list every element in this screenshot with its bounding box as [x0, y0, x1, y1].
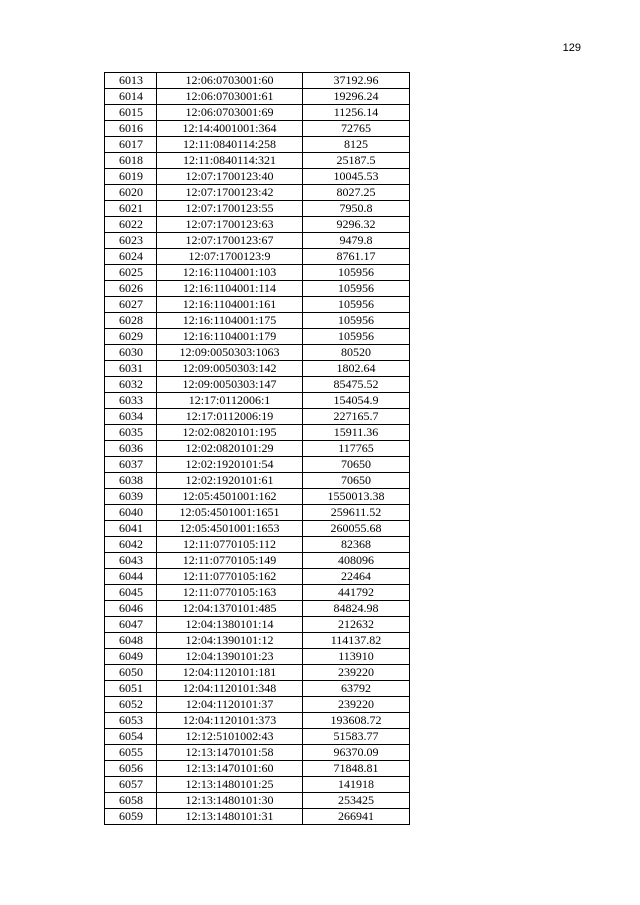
amount-cell: 82368: [303, 537, 410, 553]
cadastral-code-cell: 12:16:1104001:175: [157, 313, 303, 329]
cadastral-code-cell: 12:07:1700123:67: [157, 233, 303, 249]
row-number-cell: 6051: [105, 681, 157, 697]
table-row: [105, 249, 410, 265]
row-number-cell: 6016: [105, 121, 157, 137]
amount-cell: 253425: [303, 793, 410, 809]
amount-cell: 105956: [303, 297, 410, 313]
cadastral-code-cell: 12:13:1480101:31: [157, 809, 303, 825]
amount-cell: 11256.14: [303, 105, 410, 121]
cadastral-code-cell: 12:07:1700123:42: [157, 185, 303, 201]
row-number-cell: 6041: [105, 521, 157, 537]
row-number-cell: 6054: [105, 729, 157, 745]
cadastral-code-cell: 12:06:0703001:69: [157, 105, 303, 121]
row-number-cell: 6019: [105, 169, 157, 185]
table-row: [105, 681, 410, 697]
table-row: [105, 153, 410, 169]
amount-cell: 80520: [303, 345, 410, 361]
cadastral-code-cell: 12:13:1470101:58: [157, 745, 303, 761]
cadastral-code-cell: 12:04:1380101:14: [157, 617, 303, 633]
cadastral-code-cell: 12:13:1480101:30: [157, 793, 303, 809]
cadastral-code-cell: 12:05:4501001:162: [157, 489, 303, 505]
amount-cell: 105956: [303, 313, 410, 329]
amount-cell: 85475.52: [303, 377, 410, 393]
row-number-cell: 6043: [105, 553, 157, 569]
cadastral-code-cell: 12:09:0050303:147: [157, 377, 303, 393]
row-number-cell: 6024: [105, 249, 157, 265]
table-row: [105, 329, 410, 345]
cadastral-code-cell: 12:09:0050303:142: [157, 361, 303, 377]
amount-cell: 113910: [303, 649, 410, 665]
table-row: [105, 233, 410, 249]
row-number-cell: 6013: [105, 73, 157, 89]
row-number-cell: 6036: [105, 441, 157, 457]
table-row: [105, 489, 410, 505]
amount-cell: 70650: [303, 473, 410, 489]
cadastral-code-cell: 12:04:1120101:373: [157, 713, 303, 729]
row-number-cell: 6044: [105, 569, 157, 585]
row-number-cell: 6048: [105, 633, 157, 649]
amount-cell: 25187.5: [303, 153, 410, 169]
cadastral-code-cell: 12:11:0770105:163: [157, 585, 303, 601]
table-row: [105, 169, 410, 185]
cadastral-code-cell: 12:14:4001001:364: [157, 121, 303, 137]
row-number-cell: 6040: [105, 505, 157, 521]
table-row: [105, 265, 410, 281]
amount-cell: 70650: [303, 457, 410, 473]
row-number-cell: 6018: [105, 153, 157, 169]
cadastral-code-cell: 12:16:1104001:114: [157, 281, 303, 297]
amount-cell: 259611.52: [303, 505, 410, 521]
cadastral-code-cell: 12:11:0840114:258: [157, 137, 303, 153]
row-number-cell: 6039: [105, 489, 157, 505]
amount-cell: 239220: [303, 665, 410, 681]
table-row: [105, 537, 410, 553]
amount-cell: 51583.77: [303, 729, 410, 745]
table-row: [105, 201, 410, 217]
cadastral-code-cell: 12:11:0770105:149: [157, 553, 303, 569]
table-row: [105, 649, 410, 665]
amount-cell: 7950.8: [303, 201, 410, 217]
row-number-cell: 6027: [105, 297, 157, 313]
row-number-cell: 6021: [105, 201, 157, 217]
amount-cell: 96370.09: [303, 745, 410, 761]
table-row: [105, 617, 410, 633]
amount-cell: 105956: [303, 281, 410, 297]
amount-cell: 9296.32: [303, 217, 410, 233]
amount-cell: 227165.7: [303, 409, 410, 425]
cadastral-code-cell: 12:17:0112006:19: [157, 409, 303, 425]
amount-cell: 72765: [303, 121, 410, 137]
table-row: [105, 121, 410, 137]
records-table-body: [105, 73, 410, 825]
row-number-cell: 6020: [105, 185, 157, 201]
row-number-cell: 6045: [105, 585, 157, 601]
amount-cell: 114137.82: [303, 633, 410, 649]
row-number-cell: 6034: [105, 409, 157, 425]
table-row: [105, 393, 410, 409]
table-row: [105, 137, 410, 153]
amount-cell: 141918: [303, 777, 410, 793]
cadastral-code-cell: 12:04:1370101:485: [157, 601, 303, 617]
table-row: [105, 313, 410, 329]
row-number-cell: 6046: [105, 601, 157, 617]
cadastral-code-cell: 12:09:0050303:1063: [157, 345, 303, 361]
table-row: [105, 633, 410, 649]
row-number-cell: 6015: [105, 105, 157, 121]
amount-cell: 19296.24: [303, 89, 410, 105]
table-row: [105, 89, 410, 105]
table-row: [105, 105, 410, 121]
amount-cell: 1802.64: [303, 361, 410, 377]
amount-cell: 8027.25: [303, 185, 410, 201]
amount-cell: 239220: [303, 697, 410, 713]
table-row: [105, 441, 410, 457]
table-row: [105, 361, 410, 377]
amount-cell: 117765: [303, 441, 410, 457]
row-number-cell: 6059: [105, 809, 157, 825]
row-number-cell: 6037: [105, 457, 157, 473]
records-table: [104, 72, 410, 825]
amount-cell: 266941: [303, 809, 410, 825]
amount-cell: 154054.9: [303, 393, 410, 409]
table-row: [105, 601, 410, 617]
row-number-cell: 6022: [105, 217, 157, 233]
table-row: [105, 745, 410, 761]
row-number-cell: 6047: [105, 617, 157, 633]
row-number-cell: 6032: [105, 377, 157, 393]
cadastral-code-cell: 12:11:0770105:112: [157, 537, 303, 553]
table-row: [105, 457, 410, 473]
amount-cell: 441792: [303, 585, 410, 601]
amount-cell: 193608.72: [303, 713, 410, 729]
table-row: [105, 409, 410, 425]
cadastral-code-cell: 12:02:1920101:61: [157, 473, 303, 489]
table-row: [105, 473, 410, 489]
cadastral-code-cell: 12:11:0840114:321: [157, 153, 303, 169]
amount-cell: 10045.53: [303, 169, 410, 185]
cadastral-code-cell: 12:07:1700123:9: [157, 249, 303, 265]
table-row: [105, 281, 410, 297]
cadastral-code-cell: 12:07:1700123:40: [157, 169, 303, 185]
amount-cell: 22464: [303, 569, 410, 585]
table-row: [105, 185, 410, 201]
page-number: 129: [562, 42, 581, 54]
row-number-cell: 6038: [105, 473, 157, 489]
amount-cell: 260055.68: [303, 521, 410, 537]
cadastral-code-cell: 12:13:1470101:60: [157, 761, 303, 777]
row-number-cell: 6026: [105, 281, 157, 297]
row-number-cell: 6031: [105, 361, 157, 377]
table-row: [105, 425, 410, 441]
table-row: [105, 345, 410, 361]
amount-cell: 105956: [303, 329, 410, 345]
cadastral-code-cell: 12:07:1700123:55: [157, 201, 303, 217]
amount-cell: 84824.98: [303, 601, 410, 617]
cadastral-code-cell: 12:16:1104001:161: [157, 297, 303, 313]
amount-cell: 408096: [303, 553, 410, 569]
row-number-cell: 6023: [105, 233, 157, 249]
cadastral-code-cell: 12:05:4501001:1653: [157, 521, 303, 537]
row-number-cell: 6035: [105, 425, 157, 441]
amount-cell: 1550013.38: [303, 489, 410, 505]
table-row: [105, 665, 410, 681]
row-number-cell: 6028: [105, 313, 157, 329]
table-row: [105, 585, 410, 601]
table-row: [105, 729, 410, 745]
amount-cell: 9479.8: [303, 233, 410, 249]
cadastral-code-cell: 12:12:5101002:43: [157, 729, 303, 745]
row-number-cell: 6014: [105, 89, 157, 105]
row-number-cell: 6049: [105, 649, 157, 665]
table-row: [105, 761, 410, 777]
row-number-cell: 6030: [105, 345, 157, 361]
cadastral-code-cell: 12:04:1120101:37: [157, 697, 303, 713]
cadastral-code-cell: 12:17:0112006:1: [157, 393, 303, 409]
cadastral-code-cell: 12:02:0820101:29: [157, 441, 303, 457]
table-row: [105, 73, 410, 89]
cadastral-code-cell: 12:02:1920101:54: [157, 457, 303, 473]
amount-cell: 105956: [303, 265, 410, 281]
cadastral-code-cell: 12:04:1120101:181: [157, 665, 303, 681]
row-number-cell: 6029: [105, 329, 157, 345]
table-row: [105, 569, 410, 585]
table-row: [105, 697, 410, 713]
table-row: [105, 553, 410, 569]
row-number-cell: 6053: [105, 713, 157, 729]
amount-cell: 71848.81: [303, 761, 410, 777]
cadastral-code-cell: 12:16:1104001:179: [157, 329, 303, 345]
cadastral-code-cell: 12:05:4501001:1651: [157, 505, 303, 521]
amount-cell: 37192.96: [303, 73, 410, 89]
table-row: [105, 297, 410, 313]
row-number-cell: 6058: [105, 793, 157, 809]
cadastral-code-cell: 12:06:0703001:60: [157, 73, 303, 89]
row-number-cell: 6056: [105, 761, 157, 777]
cadastral-code-cell: 12:04:1390101:12: [157, 633, 303, 649]
cadastral-code-cell: 12:07:1700123:63: [157, 217, 303, 233]
table-row: [105, 793, 410, 809]
table-row: [105, 377, 410, 393]
cadastral-code-cell: 12:04:1120101:348: [157, 681, 303, 697]
amount-cell: 15911.36: [303, 425, 410, 441]
row-number-cell: 6017: [105, 137, 157, 153]
table-row: [105, 521, 410, 537]
table-row: [105, 217, 410, 233]
row-number-cell: 6057: [105, 777, 157, 793]
cadastral-code-cell: 12:13:1480101:25: [157, 777, 303, 793]
cadastral-code-cell: 12:04:1390101:23: [157, 649, 303, 665]
cadastral-code-cell: 12:06:0703001:61: [157, 89, 303, 105]
amount-cell: 8125: [303, 137, 410, 153]
row-number-cell: 6052: [105, 697, 157, 713]
table-row: [105, 505, 410, 521]
row-number-cell: 6042: [105, 537, 157, 553]
row-number-cell: 6055: [105, 745, 157, 761]
row-number-cell: 6050: [105, 665, 157, 681]
cadastral-code-cell: 12:11:0770105:162: [157, 569, 303, 585]
table-row: [105, 777, 410, 793]
table-row: [105, 713, 410, 729]
cadastral-code-cell: 12:02:0820101:195: [157, 425, 303, 441]
amount-cell: 212632: [303, 617, 410, 633]
amount-cell: 63792: [303, 681, 410, 697]
row-number-cell: 6025: [105, 265, 157, 281]
row-number-cell: 6033: [105, 393, 157, 409]
cadastral-code-cell: 12:16:1104001:103: [157, 265, 303, 281]
table-row: [105, 809, 410, 825]
amount-cell: 8761.17: [303, 249, 410, 265]
